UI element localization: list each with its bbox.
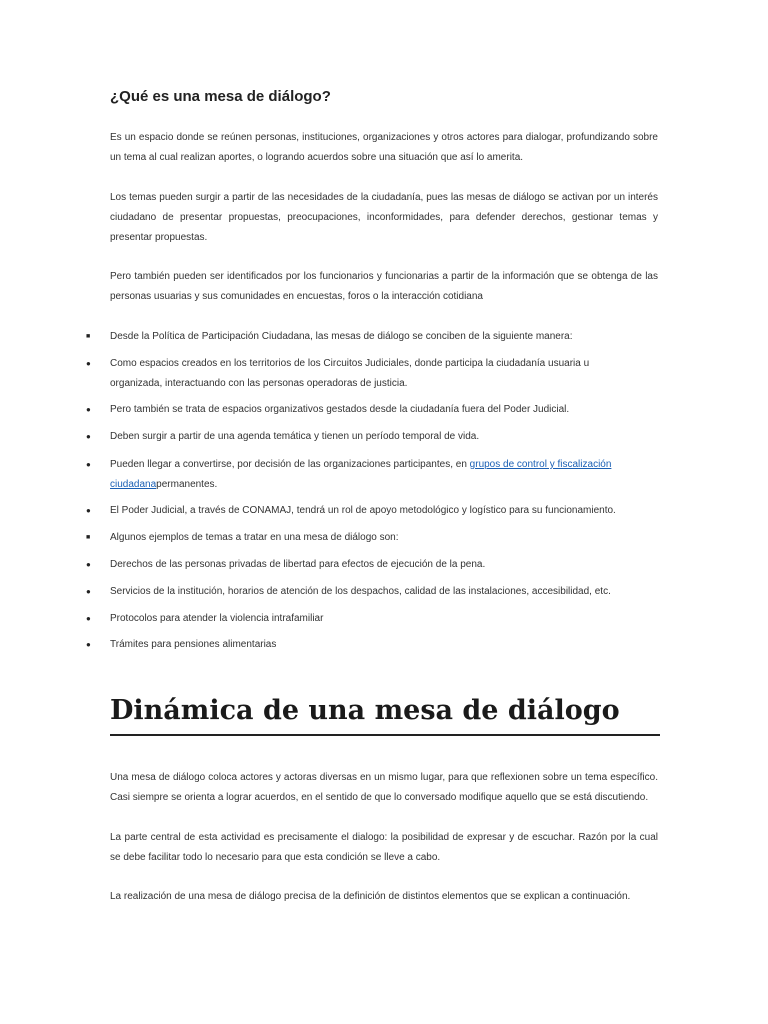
dot-bullet-icon: ● bbox=[86, 405, 91, 414]
section-heading-que-es: ¿Qué es una mesa de diálogo? bbox=[110, 88, 331, 105]
list-item-text: Desde la Política de Participación Ciudadana, las mesas de diálogo se conciben de la siguiente manera: bbox=[110, 331, 573, 342]
list-item-text-after: permanentes. bbox=[156, 479, 218, 490]
paragraph-dinamica: Una mesa de diálogo coloca actores y actoras diversas en un mismo lugar, para que reflexionen sobre un tema específico. Casi siempre se orienta a lograr acuerdos, en el sentido de que lo conversado modifique aquello que se está discutiendo. bbox=[110, 772, 658, 803]
dot-bullet-icon: ● bbox=[86, 560, 91, 569]
square-bullet-icon: ■ bbox=[86, 534, 91, 541]
list-item-text bbox=[110, 455, 630, 495]
list-item-text: Deben surgir a partir de una agenda temática y tienen un período temporal de vida. bbox=[110, 431, 480, 442]
square-bullet-icon: ■ bbox=[86, 333, 91, 340]
list-item-text: Como espacios creados en los territorios de los Circuitos Judiciales, donde participa la ciudadanía usuaria u organizada, interactuando con las personas operadoras de justicia. bbox=[110, 358, 590, 389]
dot-bullet-icon: ● bbox=[86, 640, 91, 649]
dot-bullet-icon: ● bbox=[86, 432, 91, 441]
dot-bullet-icon: ● bbox=[86, 506, 91, 515]
paragraph-definition: Es un espacio donde se reúnen personas, instituciones, organizaciones y otros actores para dialogar, profundizando sobre un tema al cual realizan aportes, o logrando acuerdos sobre una situación que así lo amerita. bbox=[110, 132, 658, 163]
list-item-text: El Poder Judicial, a través de CONAMAJ, tendrá un rol de apoyo metodológico y logístico para su funcionamiento. bbox=[110, 505, 616, 516]
list-item-text: Protocolos para atender la violencia intrafamiliar bbox=[110, 613, 324, 624]
dot-bullet-icon: ● bbox=[86, 359, 91, 368]
paragraph-funcionarios: Pero también pueden ser identificados por los funcionarios y funcionarias a partir de la información que se obtenga de las personas usuarias y sus comunidades en encuestas, foros o la interacción cotidiana bbox=[110, 271, 658, 302]
paragraph-parte-central: La parte central de esta actividad es precisamente el dialogo: la posibilidad de expresar y de escuchar. Razón por la cual se debe facilitar todo lo necesario para que esta condición se lleve a cabo. bbox=[110, 832, 658, 863]
list-item-text-before: Pueden llegar a convertirse, por decisión de las organizaciones participantes, en bbox=[110, 459, 470, 470]
section-heading-dinamica: Dinámica de una mesa de diálogo bbox=[110, 692, 660, 736]
list-item-text: Pero también se trata de espacios organizativos gestados desde la ciudadanía fuera del Poder Judicial. bbox=[110, 404, 570, 415]
dot-bullet-icon: ● bbox=[86, 460, 91, 469]
list-item-text: Trámites para pensiones alimentarias bbox=[110, 639, 277, 650]
list-item-text: Servicios de la institución, horarios de atención de los despachos, calidad de las instalaciones, accesibilidad, etc. bbox=[110, 586, 611, 597]
dot-bullet-icon: ● bbox=[86, 587, 91, 596]
paragraph-temas: Los temas pueden surgir a partir de las necesidades de la ciudadanía, pues las mesas de diálogo se activan por un interés ciudadano de presentar propuestas, preocupaciones, inconformidades, para defender derechos, gestionar temas y presentar propuestas. bbox=[110, 192, 658, 243]
paragraph-realizacion: La realización de una mesa de diálogo precisa de la definición de distintos elementos que se explican a continuación. bbox=[110, 891, 631, 902]
list-item-text: Algunos ejemplos de temas a tratar en una mesa de diálogo son: bbox=[110, 532, 399, 543]
dot-bullet-icon: ● bbox=[86, 614, 91, 623]
list-item-text: Derechos de las personas privadas de libertad para efectos de ejecución de la pena. bbox=[110, 559, 486, 570]
grupos-de-control-link[interactable]: grupos de control y fiscalización ciudadana bbox=[110, 459, 612, 490]
